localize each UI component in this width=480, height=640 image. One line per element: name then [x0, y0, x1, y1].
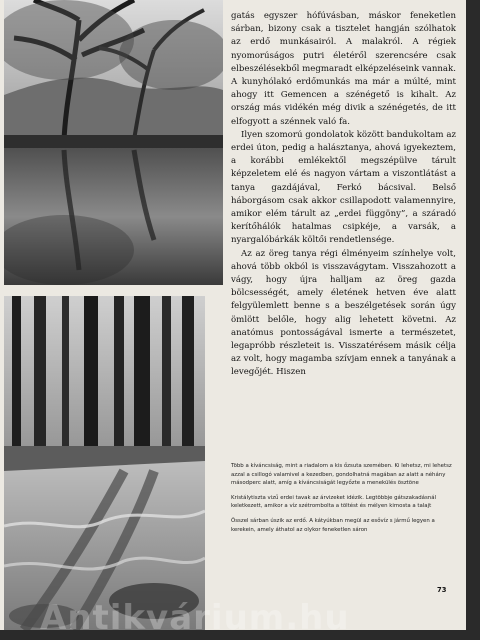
body-paragraph: Ilyen szomorú gondolatok között bandukoltam az erdei úton, pedig a halásztanya, ahová igyekeztem, a korábbi emlékektől megszépülve tárult képzeletem elé és nagyon vártam a viszontlátást a tanya gazdájával, Ferkó bácsival. Belső háborgásom csak akkor csillapodott valamennyire, amikor elém tárult az „erdei függöny”, a száradó kerítőhálók hatalmas csipkéje, a varsák, a nyargalóbárkák költői rendetlensége. — [231, 129, 456, 246]
body-paragraph: gatás egyszer hófúvásban, máskor feneketlen sárban, bizony csak a tisztelet hangján szólhatok az erdő munkásairól. A malakról. A régiek nyomorúságos putri életéről szerencsére csak elbeszélésekből megmaradt elképzeléseink vannak. A kunyhólakó erdőmunkás ma már a múlté, mint ahogy itt Gemencen a szénégető is kihalt. Az ország más vidékén még divik a szénégetés, de itt elfogyott a szénnek való fa. — [231, 11, 456, 127]
photo-willow-pond-icon — [4, 0, 223, 285]
photo-forest-road-icon — [4, 296, 205, 630]
caption-deer: Több a kíváncsiság, mint a riadalom a kis őzsuta szemében. Ki lehetsz, mi lehetsz azzal a csillogó valamivel a kezedben, gondolhatná magában az alatt a néhány másodperc alatt, amíg a kíváncsiságát legyőzte a menekülés ösztöne — [231, 463, 452, 487]
article-body — [231, 10, 456, 380]
page-number: 73 — [437, 586, 447, 594]
body-paragraph: Az az öreg tanya régi élményeim színhelye volt, ahová több okból is visszavágytam. Visszahozott a vágy, hogy újra halljam az öreg gazda bölcsességét, amely életének hetven éve alatt felgyülemlett benne s a beszélgetések során úgy ömlött belőle, hogy alig lehetett követni. Az anatómus pontosságával ismerte a természetet, legapróbb részleteit is. Visszatérésem másik célja az volt, hogy magamba szívjam ennek a tanyának a levegőjét. Hiszen — [231, 248, 456, 378]
photo-captions — [231, 462, 455, 540]
forest-road-image — [4, 296, 205, 630]
caption-muddy-forest: Ősszel sárban úszik az erdő. A kátyúkban megül az esővíz s jármű legyen a kerekein, amely áthatol az olykor feneketlen sáron — [231, 517, 435, 533]
willow-pond-image — [4, 0, 223, 285]
caption-forest-lakes: Kristálytiszta vizű erdei tavak az árvizeket idézik. Legtöbbje gátszakadásnál keletkezett, amikor a víz szétrombolta a töltést és mélyen kimosta a talajt — [231, 494, 436, 510]
watermark-logo: Antikvárium.hu — [40, 598, 350, 638]
